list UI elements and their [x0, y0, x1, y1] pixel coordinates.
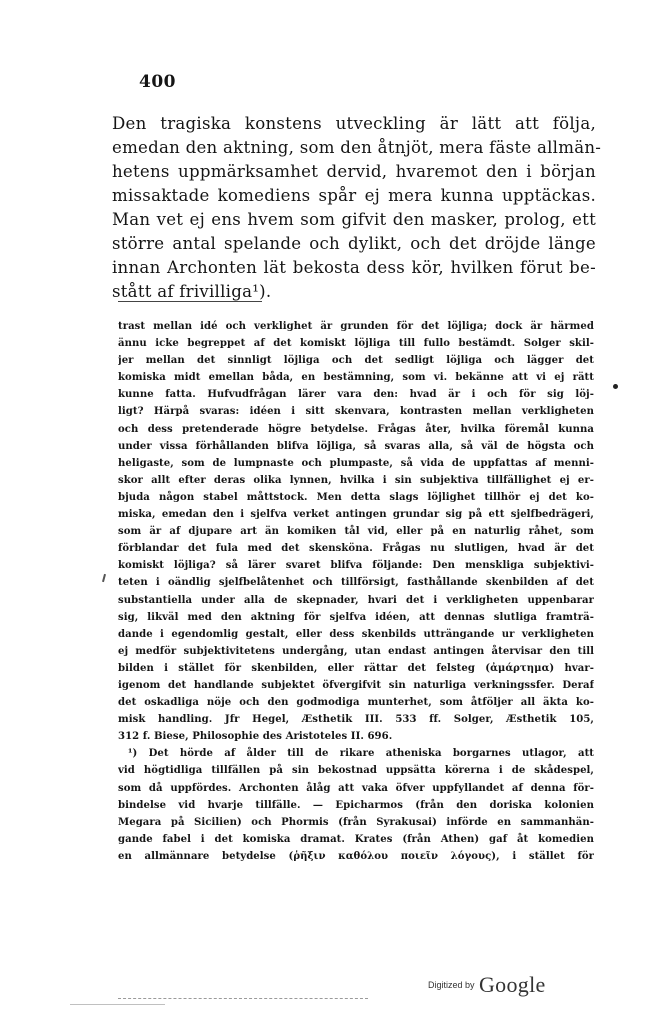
footnote-line: som är af djupare art än komiken tål vid, eller på en naturlig råhet, som	[118, 526, 594, 538]
footnote-line: som då uppfördes. Archonten ålåg att vaka öfver uppfyllandet af denna för-	[118, 782, 594, 794]
footnote-divider	[118, 301, 262, 302]
footnote-line: ännu icke begreppet af det komiskt löjliga till fullo bestämdt. Solger skil-	[118, 338, 594, 350]
footnote-line: substantiella under alla de skepnader, hvari det i verkligheten uppenbarar	[118, 594, 594, 606]
footnote-line: gande fabel i det komiska dramat. Krates (från Athen) gaf åt komedien	[118, 833, 594, 845]
footnote-line: och dess pretenderade högre betydelse. Frågas åter, hvilka föremål kunna	[118, 423, 594, 435]
footnote-line: bilden i stället för skenbilden, eller rättar det felsteg (ἀμάρτημα) hvar-	[118, 662, 594, 674]
footnote-line: teten i oändlig sjelfbelåtenhet och tillförsigt, fasthållande skenbilden af det	[118, 577, 594, 589]
watermark-prefix: Digitized by	[428, 980, 475, 990]
footnote-line: jer mellan det sinnligt löjliga och det sedligt löjliga och lägger det	[118, 355, 594, 367]
margin-dot	[613, 384, 618, 389]
footnote-line: bindelse vid hvarje tillfälle. — Epicharmos (från den doriska kolonien	[118, 799, 594, 811]
footnote-line: trast mellan idé och verklighet är grunden för det löjliga; dock är härmed	[118, 321, 594, 332]
footnote-line: ej medför subjektivitetens undergång, utan endast antingen återvisar den till	[118, 645, 594, 657]
main-line: hetens uppmärksamhet dervid, hvaremot den i början	[112, 162, 596, 181]
main-line: större antal spelande och dylikt, och det dröjde länge	[112, 234, 596, 253]
footnote-line: dande i egendomlig gestalt, eller dess skenbilds utträngande ur verkligheten	[118, 628, 594, 640]
footnote-line: sig, likväl med den aktning för sjelfva idéen, att dennas slutliga framträ-	[118, 611, 594, 623]
footer-rule-short	[70, 1004, 165, 1005]
main-line: Den tragiska konstens utveckling är lätt att följa,	[112, 114, 596, 133]
footnotes	[118, 318, 594, 865]
main-line: missaktade komediens spår ej mera kunna upptäckas.	[112, 186, 596, 205]
footnote-line: kunne fatta. Hufvudfrågan lärer vara den: hvad är i och för sig löj-	[118, 389, 594, 401]
footnote-line: vid högtidliga tillfällen på sin bekostnad uppsätta körerna i de skådespel,	[118, 765, 594, 777]
footnote-line: förblandar det fula med det skensköna. Frågas nu slutligen, hvad är det	[118, 543, 594, 555]
footnote-line: igenom det handlande subjektet öfvergifvit sin naturliga verkningssfer. Deraf	[118, 679, 594, 691]
footnote-line: skor allt efter deras olika lynnen, hvilka i sin subjektiva tillfällighet ej er-	[118, 474, 594, 486]
footnote-line: en allmännare betydelse (ῥῆξιν καθόλου ποιεῖν λόγους), i stället för	[118, 850, 594, 862]
footnote-line: komiska midt emellan båda, en bestämning, som vi. bekänne att vi ej rätt	[118, 372, 594, 384]
watermark-brand: Google	[478, 972, 546, 997]
footnote-line: bjuda någon stabel måttstock. Men detta slags löjlighet tillhör ej det ko-	[118, 491, 594, 503]
footnote-line: misk handling. Jfr Hegel, Æsthetik III. 533 ff. Solger, Æsthetik 105,	[118, 714, 594, 726]
footnote-line: 312 f. Biese, Philosophie des Aristoteles II. 696.	[118, 731, 393, 743]
footnote-line: heligaste, som de lumpnaste och plumpaste, så vida de uppfattas af menni-	[118, 457, 594, 469]
footnote-line: Megara på Sicilien) och Phormis (från Syrakusai) införde en sammanhän-	[118, 816, 594, 828]
main-line: Man vet ej ens hvem som gifvit den masker, prolog, ett	[112, 210, 596, 229]
footnote-line: ¹) Det hörde af ålder till de rikare atheniska borgarnes utlagor, att	[128, 748, 594, 760]
footnote-line: under vissa förhållanden blifva löjliga, så svaras alla, så väl de högsta och	[118, 440, 594, 452]
footnote-line: miska, emedan den i sjelfva verket antingen grundar sig på ett sjelfbedrägeri,	[118, 509, 594, 521]
footnote-line: ligt? Härpå svaras: idéen i sitt skenvara, kontrasten mellan verkligheten	[118, 406, 594, 418]
main-line: innan Archonten lät bekosta dess kör, hvilken förut be-	[112, 258, 596, 277]
page-number: 400	[139, 72, 176, 92]
footnote-line: det oskadliga nöje och den godmodiga munterhet, som åtföljer all äkta ko-	[118, 697, 594, 709]
main-line: stått af frivilliga¹).	[112, 282, 272, 301]
margin-tick	[102, 574, 106, 582]
digitized-watermark	[428, 972, 546, 998]
main-line: emedan den aktning, som den åtnjöt, mera fäste allmän-	[112, 138, 602, 157]
footnote-line: komiskt löjliga? så lärer svaret blifva följande: Den menskliga subjektivi-	[118, 560, 594, 572]
footer-rule	[118, 998, 368, 999]
main-paragraph	[112, 112, 602, 304]
